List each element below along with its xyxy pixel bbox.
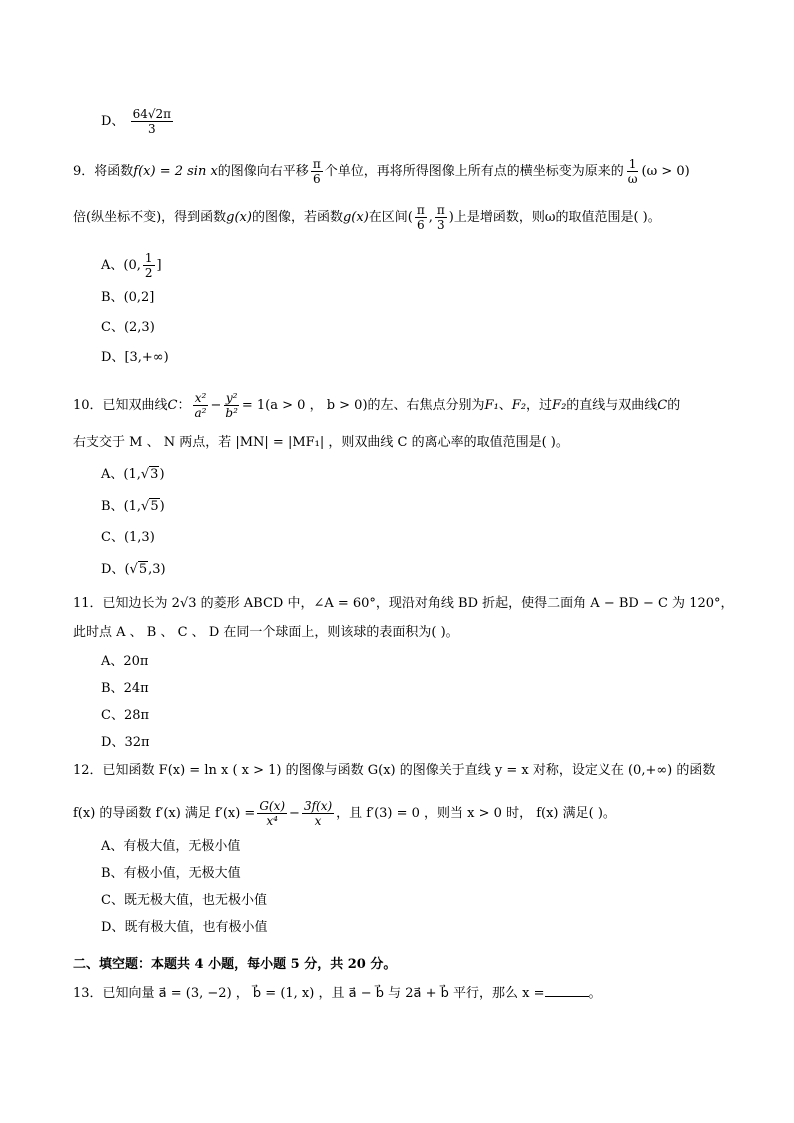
option-value: 20π [123, 654, 149, 669]
q9-option-d [101, 351, 169, 364]
frac-num: π [436, 203, 445, 217]
frac-den: b² [225, 406, 238, 420]
text: ： [177, 398, 191, 413]
frac-den: 3 [437, 218, 445, 232]
answer-blank[interactable] [545, 986, 589, 997]
text: 的左、右焦点分别为 [367, 398, 485, 413]
text: 上是增函数，则ω的取值范围是( )。 [453, 210, 661, 225]
text: 13．已知向量 a⃗ = (3, −2) ， b⃗ = (1, x) ，且 a⃗ − b⃗ 与 2a⃗ + b⃗ 平行，那么 x = [73, 986, 545, 1001]
q9-int-b [435, 204, 447, 231]
q11-line1: 11．已知边长为 2√3 的菱形 ABCD 中，∠A = 60°，现沿对角线 BD 折起，使得二面角 A − BD − C 为 120°， [73, 596, 734, 611]
frac-num: 3f(x) [303, 799, 333, 813]
q10-line2: 右支交于 M 、 N 两点，若 |MN| = |MF₁| ，则双曲线 C 的离心率的取值范围是( )。 [73, 435, 569, 450]
q12-line2 [73, 800, 616, 827]
option-value: 有极大值，无极小值 [123, 839, 241, 854]
frac-num: y² [225, 391, 238, 405]
q10-option-d: D、(√5,3) [101, 562, 166, 577]
option-label: B、 [101, 681, 124, 696]
option-label: D、 [101, 562, 125, 577]
option-label: D、 [101, 114, 125, 129]
text: − [289, 806, 300, 821]
frac-num: G(x) [259, 799, 286, 813]
math: F₂ [511, 398, 527, 413]
option-label: A、 [101, 467, 124, 482]
math: g(x) [342, 210, 369, 225]
text: (1,3) [123, 530, 155, 545]
option-label: C、 [101, 708, 124, 723]
q12-line1: 12．已知函数 F(x) = ln x ( x > 1) 的图像与函数 G(x) 的图像关于直线 y = x 对称，设定义在 (0,+∞) 的函数 [73, 763, 716, 778]
text: ( [407, 210, 413, 225]
q12-h-frac [302, 800, 334, 827]
option-value: 既有极大值，也有极小值 [124, 920, 268, 935]
text: 在区间 [368, 210, 408, 225]
q10-option-c [101, 531, 155, 544]
text: ] [156, 258, 162, 273]
text: ) [159, 499, 165, 514]
text: 10．已知双曲线 [73, 398, 168, 413]
option-label: A、 [101, 258, 124, 273]
math: C [657, 398, 668, 413]
q11-option-d [101, 736, 150, 749]
sqrt-radicand: 3 [150, 467, 159, 482]
q10-line1: 10．已知双曲线C： $\frac{\text{x²}}{\text{a²}}$ − $\frac{\text{y²}}{\text{b²}}$ = 1(a > 0 ， b > 0)的左、右焦点分别为F₁、F₂，过F₂的直线与双曲线C的 [73, 391, 681, 420]
text: 的图像向右平移 [217, 164, 309, 179]
q13-line [73, 986, 602, 1000]
text: (1, [123, 499, 142, 514]
q10-option-b: B、(1,√5) [101, 499, 165, 514]
q9-line2 [73, 204, 661, 231]
q9-int-a [415, 204, 427, 231]
text: (1, [123, 467, 141, 482]
text: 个单位，再将所得图像上所有点的横坐标变为原来的 [324, 164, 624, 179]
q12-g-frac [257, 800, 287, 827]
q11-option-c [101, 709, 149, 722]
option-value: 24π [123, 681, 149, 696]
math: F₁ [484, 398, 499, 413]
q9-shift-fraction [311, 158, 323, 185]
q11-line2: 此时点 A 、 B 、 C 、 D 在同一个球面上，则该球的表面积为( )。 [73, 625, 459, 640]
text: 、 [498, 398, 512, 413]
frac-num: 1 [144, 251, 153, 265]
frac-num: 64√2π [132, 107, 172, 121]
text: 9．将函数 [73, 164, 134, 179]
sqrt-radicand: 5 [150, 499, 159, 514]
option-value: 28π [123, 708, 150, 723]
frac-den: a² [194, 406, 207, 420]
text: ) [159, 467, 165, 482]
math: C [167, 398, 178, 413]
text: ( [124, 562, 130, 577]
option-value: 有极小值，无极大值 [123, 866, 241, 881]
option-label: C、 [101, 530, 124, 545]
option-value: (2,3) [123, 320, 155, 335]
math: f(x) = 2 sin x [133, 164, 218, 179]
math: g(x) [226, 210, 252, 225]
frac-den: x⁴ [266, 814, 278, 828]
option-value: (0,2] [123, 290, 155, 305]
frac-den: 3 [147, 122, 156, 136]
q10-y-frac [223, 392, 240, 419]
q9-option-b [101, 291, 154, 304]
frac-num: x² [194, 391, 207, 405]
option-label: C、 [101, 893, 124, 908]
frac-den: ω [627, 172, 638, 186]
section-heading: 二、填空题：本题共 4 小题，每小题 5 分，共 20 分。 [73, 957, 397, 972]
text: f(x) 的导函数 f′(x) 满足 f′(x) = [73, 806, 256, 821]
q8-option-d [101, 108, 175, 135]
q12-option-b [101, 867, 241, 880]
q9-option-a-fraction [143, 252, 155, 279]
q9-option-a [101, 252, 162, 279]
text: , [428, 210, 433, 225]
option-value: [3,+∞) [124, 350, 169, 365]
option-label: A、 [101, 654, 124, 669]
q12-option-a [101, 840, 240, 853]
q8-option-d-fraction [131, 108, 173, 135]
text: 的 [667, 398, 681, 413]
q11-option-a [101, 655, 148, 668]
sqrt-radicand: 5 [138, 562, 148, 577]
q10-x-frac [193, 392, 209, 419]
text: ) [448, 210, 454, 225]
text: (ω > 0) [641, 164, 690, 179]
frac-den: 2 [144, 266, 153, 280]
option-value: 既无极大值，也无极小值 [123, 893, 267, 908]
math: = 1(a > 0 ， b > 0) [241, 398, 368, 413]
text: 倍(纵坐标不变)，得到函数 [73, 210, 227, 225]
option-label: D、 [101, 735, 125, 750]
text: ,3) [148, 562, 166, 577]
text: 的图像，若函数 [251, 210, 343, 225]
q9-line1 [73, 158, 690, 185]
option-label: D、 [101, 350, 125, 365]
text: (0, [123, 258, 141, 273]
text: ，过 [526, 398, 553, 413]
q10-option-a: A、(1,√3) [101, 467, 165, 482]
option-label: B、 [101, 866, 124, 881]
frac-num: π [416, 203, 425, 217]
text: ，且 f′(3) = 0 ，则当 x > 0 时， f(x) 满足( )。 [336, 806, 616, 821]
text: 的直线与双曲线 [566, 398, 658, 413]
option-label: B、 [101, 499, 124, 514]
text: 。 [588, 986, 602, 1001]
q9-option-c [101, 321, 155, 334]
frac-den: 6 [416, 218, 425, 232]
q12-option-d [101, 921, 267, 934]
q11-option-b [101, 682, 149, 695]
option-label: A、 [101, 839, 124, 854]
frac-num: 1 [628, 157, 637, 171]
q9-scale-fraction [626, 158, 640, 185]
q12-option-c [101, 894, 267, 907]
option-label: D、 [101, 920, 125, 935]
frac-num: π [312, 157, 321, 171]
option-label: B、 [101, 290, 124, 305]
frac-den: x [314, 814, 322, 828]
frac-den: 6 [312, 172, 321, 186]
math: F₂ [552, 398, 567, 413]
option-label: C、 [101, 320, 124, 335]
option-value: 32π [124, 735, 150, 750]
